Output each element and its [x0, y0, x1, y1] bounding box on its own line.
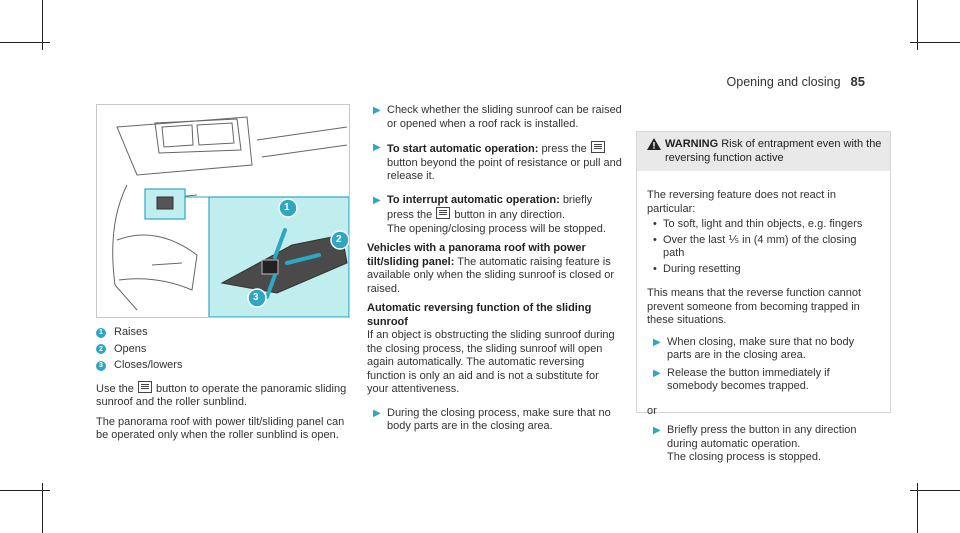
text: button in any direction.	[454, 209, 566, 221]
warning-header	[637, 132, 890, 171]
text: To interrupt automatic operation:	[387, 193, 560, 206]
warning-label: WARNING	[665, 138, 719, 150]
text: Release the button immediately if somebody becomes trapped.	[667, 366, 830, 392]
paragraph: The reversing feature does not react in particular:	[647, 189, 836, 215]
roof-button-icon	[436, 207, 450, 219]
text: press the	[541, 143, 587, 155]
crop-mark	[910, 42, 960, 43]
text: button to operate the panoramic sliding sunroof and the roller sunblind.	[96, 382, 347, 408]
paragraph	[96, 381, 348, 410]
text: During resetting	[663, 262, 741, 275]
warning-title: Risk of entrapment even with the reversing function active	[665, 138, 882, 164]
text: The automatic raising feature is available only when the sliding sunroof is closed or raised.	[367, 255, 615, 295]
text: Briefly press the button in any direction during automatic operation.	[667, 424, 857, 450]
instruction-step	[367, 104, 622, 131]
instruction-step	[647, 336, 880, 363]
middle-column	[367, 104, 622, 444]
overhead-control-figure	[96, 104, 350, 318]
legend-item	[96, 326, 348, 340]
step-arrow-icon: ▶	[373, 407, 381, 419]
text: Vehicles with a panorama roof with power tilt/sliding panel:	[367, 242, 586, 268]
section-title: Opening and closing	[726, 75, 841, 89]
warning-triangle-icon	[647, 138, 661, 150]
step-arrow-icon: ▶	[373, 142, 381, 153]
step-arrow-icon: ▶	[653, 336, 661, 348]
bullet-icon: •	[653, 218, 657, 230]
roof-button-icon	[138, 381, 152, 393]
text: button beyond the point of resistance or pull and release it.	[387, 156, 622, 182]
warning-box	[636, 131, 891, 463]
paragraph	[367, 242, 622, 296]
legend-number: 1	[96, 328, 106, 338]
legend-item	[96, 359, 348, 373]
bullet-item	[647, 218, 880, 232]
page-header	[727, 74, 865, 89]
or-text: or	[647, 404, 657, 417]
legend-number: 3	[96, 361, 106, 371]
paragraph: This means that the reverse function cannot prevent someone from becoming trapped in these situations.	[647, 287, 862, 326]
text: Over the last ⅕ in (4 mm) of the closing path	[663, 233, 857, 259]
instruction-step	[367, 141, 622, 184]
instruction-step	[367, 407, 622, 434]
left-column	[96, 326, 348, 449]
text: Use the	[96, 382, 134, 395]
text: Check whether the sliding sunroof can be raised or opened when a roof rack is installed.	[387, 104, 622, 130]
bullet-item	[647, 263, 880, 277]
text: When closing, make sure that no body parts are in the closing area.	[667, 335, 855, 361]
text: The opening/closing process will be stopped.	[387, 222, 606, 235]
callout-3: 3	[253, 292, 259, 303]
overhead-control-illustration	[97, 105, 349, 317]
step-arrow-icon: ▶	[653, 367, 661, 379]
warning-body	[637, 171, 890, 465]
step-arrow-icon: ▶	[373, 194, 381, 206]
text: briefly press the	[387, 193, 593, 221]
paragraph: If an object is obstructing the sliding sunroof during the closing process, the sliding sunroof will open again automatically. The automatic reversing function is only an aid and is not a substitute for your attentiveness.	[367, 329, 615, 395]
instruction-step	[647, 424, 880, 465]
instruction-step	[367, 194, 622, 237]
bullet-icon: •	[653, 233, 657, 246]
callout-2: 2	[336, 234, 342, 245]
legend-text: Closes/lowers	[114, 359, 183, 371]
text: To soft, light and thin objects, e.g. fingers	[663, 218, 863, 230]
crop-mark	[910, 490, 960, 491]
instruction-step	[647, 367, 880, 394]
crop-mark	[0, 490, 50, 491]
paragraph: The panorama roof with power tilt/sliding panel can be operated only when the roller sunblind is open.	[96, 415, 345, 441]
step-arrow-icon: ▶	[373, 105, 381, 116]
text: The closing process is stopped.	[667, 451, 822, 463]
legend-text: Opens	[114, 342, 147, 355]
section-heading: Automatic reversing function of the sliding sunroof	[367, 302, 592, 328]
roof-button-icon	[591, 141, 605, 153]
legend-number: 2	[96, 344, 106, 354]
crop-mark	[0, 42, 50, 43]
bullet-icon: •	[653, 262, 657, 275]
callout-1: 1	[284, 202, 290, 213]
step-arrow-icon: ▶	[653, 425, 661, 436]
bullet-item	[647, 234, 880, 261]
page-number: 85	[850, 74, 865, 89]
text: To start automatic operation:	[387, 143, 539, 155]
legend-text: Raises	[114, 326, 148, 338]
legend-item	[96, 343, 348, 357]
text: During the closing process, make sure that no body parts are in the closing area.	[387, 406, 611, 432]
